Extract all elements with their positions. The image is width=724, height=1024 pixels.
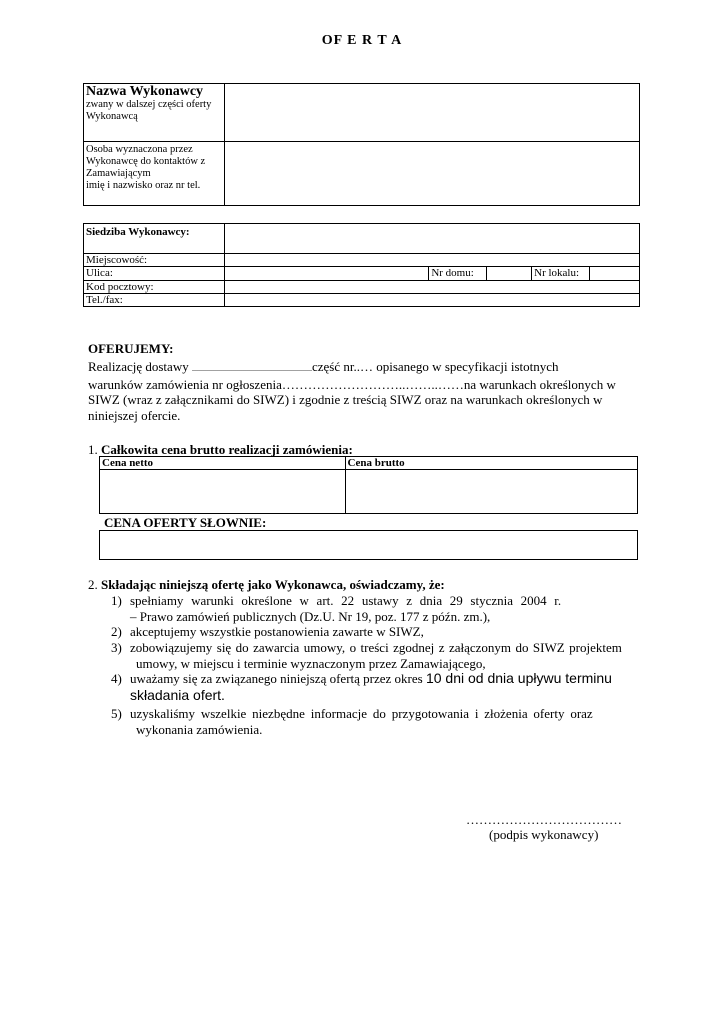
cena-number: 1.	[88, 442, 98, 457]
list-item-text: uzyskaliśmy wszelkie niezbędne informacje do przygotowania i złożenia oferty oraz	[130, 706, 593, 721]
oswiadczenia-section-heading	[88, 577, 445, 593]
list-item-text-b: 10 dni od dnia upływu terminu	[425, 670, 612, 686]
list-item-text: zobowiązujemy się do zawarcia umowy, o treści zgodnej z załączonym do SIWZ projektem	[130, 640, 622, 655]
oferujemy-heading: OFERUJEMY:	[88, 341, 174, 356]
tel-label: Tel./fax:	[84, 294, 225, 307]
contact-person-field[interactable]	[224, 142, 639, 206]
nr-domu-field[interactable]	[487, 267, 532, 281]
nr-lokalu-label: Nr lokalu:	[532, 267, 590, 281]
oswiadczenia-number: 2.	[88, 577, 98, 592]
document-title: OF E R T A	[321, 33, 403, 48]
cena-netto-field[interactable]	[100, 470, 346, 514]
oswiadczenia-heading: Składając niniejszą ofertę jako Wykonawca, oświadczamy, że:	[101, 577, 445, 592]
nr-domu-label: Nr domu:	[429, 267, 487, 281]
list-item	[111, 640, 638, 671]
kod-field[interactable]	[224, 281, 639, 294]
oferujemy-line1-end: część nr..… opisanego w specyfikacji istotnych	[311, 359, 559, 374]
slownie-table	[99, 530, 638, 560]
wykonawca-name-heading: Nazwa Wykonawcy	[86, 84, 204, 99]
miejscowosc-field[interactable]	[224, 254, 639, 267]
list-item-text-a: uważamy się za związanego niniejszą ofertą przez okres	[130, 671, 426, 686]
siedziba-table	[83, 223, 640, 307]
list-item-text	[130, 671, 612, 687]
oferujemy-line3: SIWZ (wraz z załącznikami do SIWZ) i zgodnie z treścią SIWZ oraz na warunkach określonych w	[88, 392, 603, 407]
tel-field[interactable]	[224, 294, 639, 307]
col-cena-brutto: Cena brutto	[345, 457, 637, 470]
nr-lokalu-field[interactable]	[590, 267, 640, 281]
oswiadczenia-list	[111, 593, 638, 737]
oferujemy-line1-start: Realizację dostawy	[88, 359, 192, 374]
ulica-field[interactable]	[224, 267, 429, 281]
siedziba-heading-field[interactable]	[224, 224, 639, 254]
list-item	[111, 671, 638, 706]
oferujemy-paragraph	[88, 359, 638, 423]
col-cena-netto: Cena netto	[100, 457, 346, 470]
contact-person-label: Osoba wyznaczona przez Wykonawcę do kontaktów z Zamawiającym	[86, 144, 206, 179]
list-item-number: 3)	[111, 640, 122, 655]
list-item	[111, 706, 638, 737]
list-item-text: spełniamy warunki określone w art. 22 ustawy z dnia 29 stycznia 2004 r.	[130, 593, 562, 608]
list-item-text-cont: – Prawo zamówień publicznych (Dz.U. Nr 19, poz. 177 z późn. zm.),	[130, 609, 491, 624]
list-item-text-cont: składania ofert.	[130, 687, 225, 703]
wykonawca-table	[83, 83, 640, 206]
kod-label: Kod pocztowy:	[84, 281, 225, 294]
cena-heading: Całkowita cena brutto realizacji zamówienia:	[101, 442, 353, 457]
cena-table	[99, 456, 638, 514]
list-item-text: akceptujemy wszystkie postanowienia zawarte w SIWZ,	[130, 624, 424, 639]
miejscowosc-label: Miejscowość:	[84, 254, 225, 267]
list-item-number: 5)	[111, 706, 122, 721]
oferujemy-line2: warunków zamówienia nr ogłoszenia………………………..……..……na warunkach określonych w	[88, 376, 616, 392]
slownie-field[interactable]	[100, 531, 638, 560]
siedziba-heading: Siedziba Wykonawcy:	[84, 224, 225, 254]
contact-person-sub: imię i nazwisko oraz nr tel.	[86, 180, 201, 191]
list-item-number: 4)	[111, 671, 122, 686]
list-item	[111, 593, 638, 624]
signature-line: ………………………………	[466, 812, 622, 827]
cena-brutto-field[interactable]	[345, 470, 637, 514]
list-item-number: 2)	[111, 624, 122, 639]
list-item-text-cont: wykonania zamówienia.	[136, 722, 263, 737]
ulica-label: Ulica:	[84, 267, 225, 281]
oferujemy-line1-dots: ............................................................	[191, 364, 312, 373]
wykonawca-name-label	[84, 84, 225, 142]
oferujemy-line4: niniejszej ofercie.	[88, 407, 181, 423]
signature-label: (podpis wykonawcy)	[489, 827, 599, 842]
wykonawca-name-sub: zwany w dalszej części oferty Wykonawcą	[86, 99, 212, 122]
slownie-heading: CENA OFERTY SŁOWNIE:	[104, 515, 267, 530]
list-item-number: 1)	[111, 593, 122, 608]
list-item-text-cont: umowy, w miejscu i terminie wyznaczonym przez Zamawiającego,	[136, 656, 486, 671]
wykonawca-name-field[interactable]	[224, 84, 639, 142]
list-item	[111, 624, 638, 640]
